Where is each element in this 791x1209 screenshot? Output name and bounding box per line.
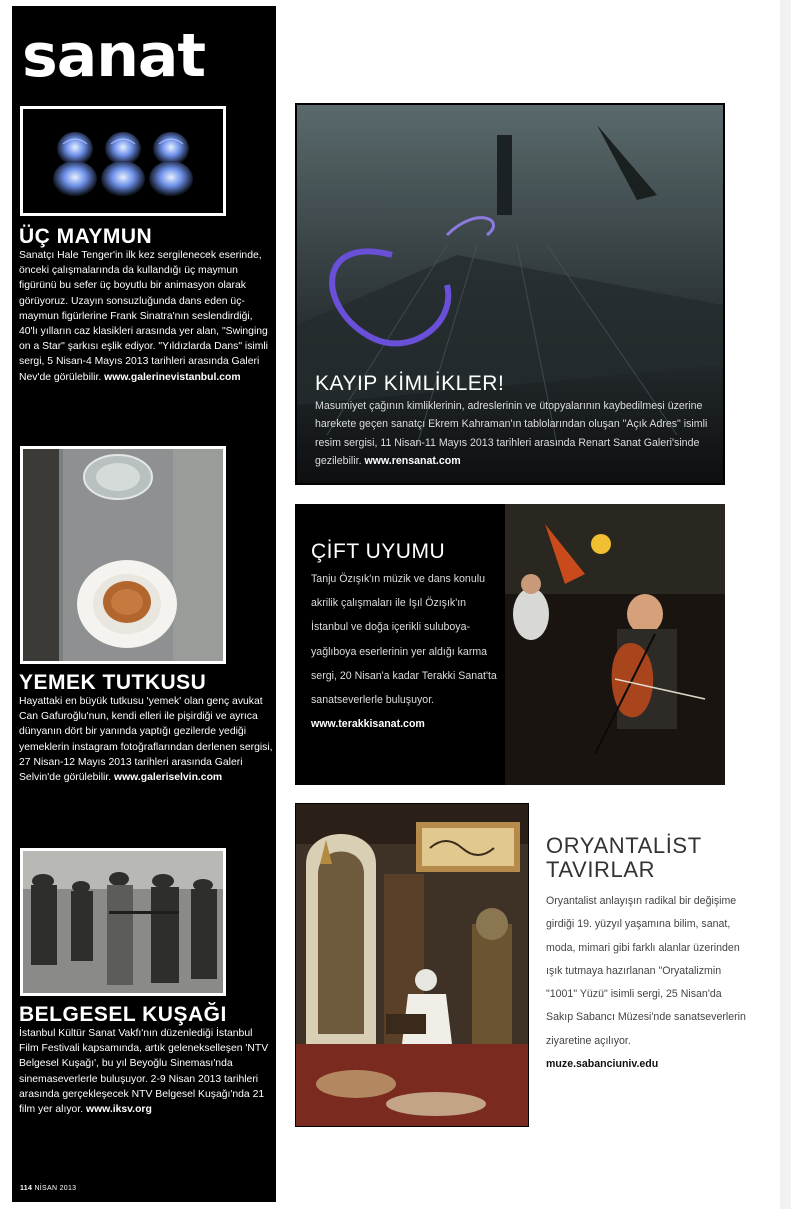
page-folio: [20, 1185, 76, 1192]
belgesel-kusagi-text: İstanbul Kültür Sanat Vakfı'nın düzenlediği İstanbul Film Festivali kapsamında, artık gelenekselleşen 'NTV Belgesel Kuşağı', bu yıl Beyoğlu Sineması'nda sinemaseverlerle buluşuyor. 2-9 Nisan 2013 tarihleri arasında gerçekleşecek NTV Belgesel Kuşağı'nda 21 film yer alıyor.: [19, 1028, 269, 1116]
belgesel-kusagi-body: [19, 1026, 274, 1117]
cift-uyumu-card: [295, 504, 725, 785]
uc-maymun-title: ÜÇ MAYMUN: [19, 225, 153, 248]
soldiers-archive-photo: [23, 851, 223, 993]
cift-uyumu-text: Tanju Özışık'ın müzik ve dans konulu akrilik çalışmaları ile Işıl Özışık'ın İstanbul ve doğa içerikli suluboya-yağlıboya eserlerinin yer aldığı karma sergi, 20 Nisan'a kadar Terakki Sanat'ta sanatseverlerle buluşuyor.: [311, 573, 497, 707]
left-column: [12, 6, 276, 1202]
oryantalist-title: ORYANTALİST TAVIRLAR: [546, 833, 702, 882]
oryantalist-photo: [295, 803, 529, 1127]
yemek-tutkusu-photo: [20, 446, 226, 664]
three-monkeys-illustration: [23, 109, 223, 213]
cift-uyumu-link[interactable]: www.terakkisanat.com: [311, 718, 425, 731]
kayip-kimlikler-text: Masumiyet çağının kimliklerinin, adreslerinin ve ütopyalarının kaybedilmesi üzerine harekete geçen sanatçı Ekrem Kahraman'ın tablolarından oluşan "Açık Adres" isimli resim sergisi, 11 Nisan-11 Mayıs 2013 tarihleri arasında Renart Sanat Galeri'sinde gezilebilir.: [315, 400, 708, 468]
kayip-kimlikler-card: [295, 103, 725, 485]
uc-maymun-body: [19, 248, 274, 385]
uc-maymun-text: Sanatçı Hale Tenger'in ilk kez sergilenecek eserinde, önceki çalışmalarında da kullandığı üç maymun figürünü bu sefer üç boyutlu bir animasyon olarak görüyoruz. Uzayın sonsuzluğunda dans eden üç-maymun figürlerine Frank Sinatra'nın seslendirdiği, 40'lı yılların caz klasikleri arasında yer alan, "Swinging on a Star" şarkısı eşlik ediyor. "Yıldızlarda Dans" isimli sergi, 5 Nisan-4 Mayıs 2013 tarihleri arasında Galeri Nev'de görülebilir.: [19, 250, 268, 383]
uc-maymun-photo: [20, 106, 226, 216]
coffee-cup-illustration: [23, 449, 223, 661]
cift-uyumu-title: ÇİFT UYUMU: [311, 540, 446, 563]
kayip-kimlikler-title: KAYIP KİMLİKLER!: [315, 372, 505, 395]
oryantalist-text: Oryantalist anlayışın radikal bir değişime girdiği 19. yüzyıl yaşamına bilim, sanat, moda, mimari gibi farklı alanlar üzerinden ışık tutmaya hazırlanan "Oryatalizmin "1001" Yüzü" isimli sergi, 25 Nisan'da Sakıp Sabancı Müzesi'nde sanatseverlerin ziyaretine açılıyor.: [546, 895, 746, 1047]
belgesel-kusagi-photo: [20, 848, 226, 996]
yemek-tutkusu-link[interactable]: www.galeriselvin.com: [113, 772, 223, 784]
kayip-kimlikler-link[interactable]: www.rensanat.com: [364, 455, 461, 468]
orientalist-interior-painting: [296, 804, 528, 1126]
kayip-kimlikler-body: [315, 397, 710, 471]
cellist-painting: [505, 504, 725, 785]
section-masthead: sanat: [22, 21, 206, 91]
oryantalist-body: [546, 890, 746, 1076]
belgesel-kusagi-title: BELGESEL KUŞAĞI: [19, 1003, 227, 1026]
oryantalist-link[interactable]: muze.sabanciuniv.edu: [546, 1058, 659, 1071]
yemek-tutkusu-text: Hayattaki en büyük tutkusu 'yemek' olan genç avukat Can Gafuroğlu'nun, kendi elleri ile pişirdiği ve ayrıca dünyanın dört bir yanında yaptığı gezilerde yediği yemeklerin instagram fotoğraflarından derlenen sergisi, 27 Nisan-12 Mayıs 2013 tarihleri arasında Galeri Selvin'de görülebilir.: [19, 696, 273, 784]
yemek-tutkusu-title: YEMEK TUTKUSU: [19, 671, 207, 694]
page-number: 114: [20, 1185, 33, 1192]
belgesel-kusagi-link[interactable]: www.iksv.org: [85, 1104, 152, 1116]
uc-maymun-link[interactable]: www.galerinevistanbul.com: [104, 371, 241, 383]
cift-uyumu-body: [311, 567, 501, 736]
issue-label: NİSAN 2013: [34, 1185, 77, 1192]
page-gutter: [780, 0, 791, 1209]
yemek-tutkusu-body: [19, 694, 274, 785]
